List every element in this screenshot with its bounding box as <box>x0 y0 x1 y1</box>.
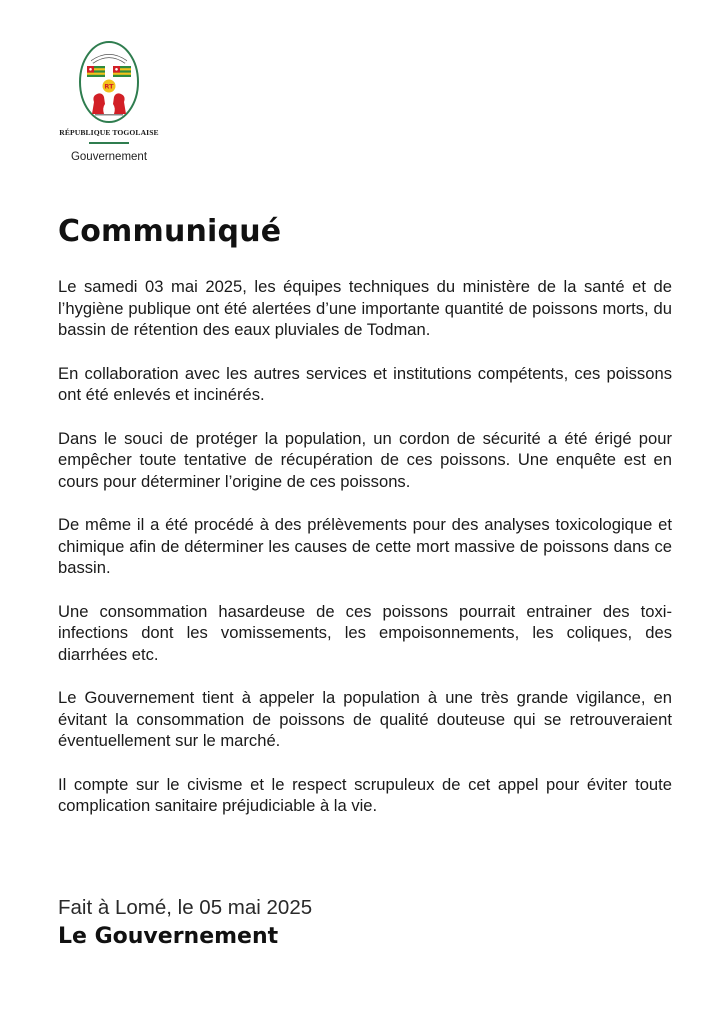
communique-body <box>58 276 672 839</box>
paragraph-vigilance: Le Gouvernement tient à appeler la population à une très grande vigilance, en évitant la consommation de poissons de qualité douteuse qui se retrouveraient éventuellement sur le marché. <box>58 688 672 750</box>
document-title: Communiqué <box>58 214 282 249</box>
paragraph-analyses: De même il a été procédé à des prélèvements pour des analyses toxicologique et chimique afin de déterminer les causes de cette mort massive de poissons dans ce bassin. <box>58 515 672 577</box>
place-and-date: Fait à Lomé, le 05 mai 2025 <box>58 896 313 919</box>
issuing-body: Gouvernement <box>70 151 148 163</box>
header-divider <box>89 142 129 144</box>
signatory: Le Gouvernement <box>58 924 279 949</box>
paragraph-health-risks: Une consommation hasardeuse de ces poissons pourrait entrainer des toxi-infections dont les vomissements, les empoisonnements, les coliques, des diarrhées etc. <box>58 601 672 664</box>
paragraph-incident: Le samedi 03 mai 2025, les équipes techniques du ministère de la santé et de l’hygiène publique ont été alertées d’une importante quantité de poissons morts, du bassin de rétention des eaux pluviales de Todman. <box>58 277 672 339</box>
paragraph-removal: En collaboration avec les autres services et institutions compétents, ces poissons ont été enlevés et incinérés. <box>58 363 672 404</box>
emblem-initials: RT <box>104 82 114 91</box>
country-name: RÉPUBLIQUE TOGOLAISE <box>59 128 159 137</box>
togo-coat-of-arms-icon <box>78 40 140 124</box>
paragraph-civic-appeal: Il compte sur le civisme et le respect scrupuleux de cet appel pour éviter toute complication sanitaire préjudiciable à la vie. <box>58 774 672 815</box>
paragraph-security-cordon: Dans le souci de protéger la population, un cordon de sécurité a été érigé pour empêcher toute tentative de récupération de ces poissons. Une enquête est en cours pour déterminer l’origine de ces poissons. <box>58 428 672 491</box>
letterhead <box>56 40 162 163</box>
